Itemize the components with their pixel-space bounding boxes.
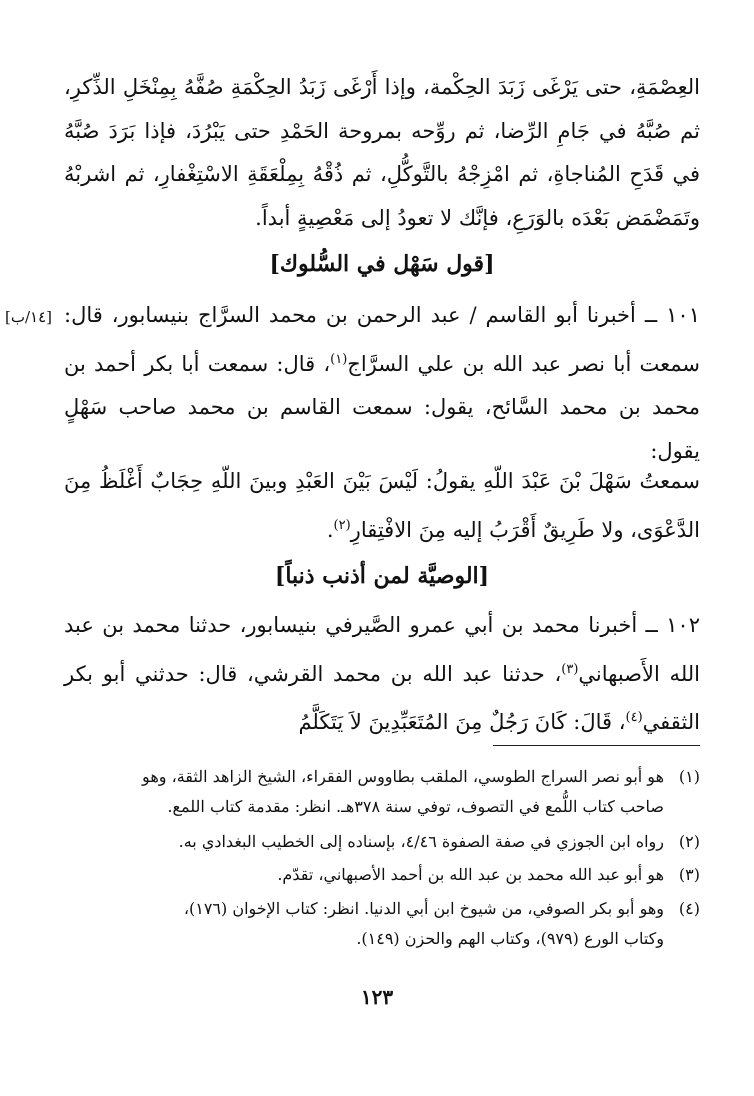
paragraph-102-text-b: ، حدثنا عبد الله بن محمد القرشي، قال: حدثني أبو بكر الثقفي	[64, 661, 700, 734]
footnote-text-continued: صاحب كتاب اللُّمع في التصوف، توفي سنة ٣٧٨هـ. انظر: مقدمة كتاب اللمع.	[167, 797, 664, 816]
footnote-text: وهو أبو بكر الصوفي، من شيوخ ابن أبي الدنيا. انظر: كتاب الإخوان (١٧٦)،	[183, 899, 664, 918]
section-heading-wasiyya: [الوصيَّة لمن أذنب ذنباً]	[274, 563, 490, 589]
footnote-divider	[493, 745, 700, 746]
footnote-number: (٤)	[678, 899, 700, 918]
paragraph-101	[64, 294, 700, 473]
section-heading-sahl: [قول سَهْل في السُّلوك]	[269, 251, 495, 277]
footnote-1	[64, 762, 700, 822]
footnote-number: (١)	[678, 767, 700, 786]
footnote-number: (٢)	[678, 832, 700, 851]
footnote-text: هو أبو عبد الله محمد بن عبد الله بن أحمد الأصبهاني، تقدّم.	[277, 865, 664, 884]
footnote-4	[64, 894, 700, 954]
paragraph-102	[64, 604, 700, 745]
page-number: ١٢٣	[360, 985, 394, 1009]
footnote-ref-3[interactable]: (٣)	[561, 661, 579, 677]
footnote-3	[64, 860, 700, 890]
paragraph-101-text-a: ١٠١ ــ أخبرنا أبو القاسم / عبد الرحمن بن محمد السرَّاج بنيسابور، قال: سمعت أبا نصر عبد الله بن علي السرَّاج	[64, 303, 700, 376]
sahl-quote-end: .	[326, 517, 334, 542]
paragraph-intro	[64, 66, 700, 240]
footnote-ref-2[interactable]: (٢)	[333, 517, 351, 533]
footnote-text: هو أبو نصر السراج الطوسي، الملقب بطاووس الفقراء، الشيخ الزاهد الثقة، وهو	[142, 767, 664, 786]
sahl-quote-text: سمعتُ سَهْلَ بْنَ عَبْدَ اللّهِ يقولُ: لَيْسَ بَيْنَ العَبْدِ وبينَ اللّهِ حِجَابٌ أَغْلَظُ مِنَ الدَّعْوَى، ولا طَرِيقٌ أَقْرَبُ إليه مِنَ الافْتِقارِ	[64, 469, 700, 542]
footnote-ref-4[interactable]: (٤)	[625, 710, 643, 725]
footnote-ref-1[interactable]: (١)	[330, 351, 348, 367]
paragraph-102-text-c: ، قَالَ: كَانَ رَجُلٌ مِنَ المُتَعَبِّدِينَ لاَ يَتَكَلَّمُ	[298, 710, 626, 734]
footnote-2	[64, 827, 700, 857]
footnote-text-continued: وكتاب الورع (٩٧٩)، وكتاب الهم والحزن (١٤٩).	[356, 929, 664, 948]
paragraph-102-text-a: ١٠٢ ــ أخبرنا محمد بن أبي عمرو الصَّيرفي بنيسابور، حدثنا محمد بن عبد الله الأَصبهاني	[64, 613, 700, 686]
manuscript-folio-ref: [١٤/ب]	[4, 308, 52, 326]
footnote-text: رواه ابن الجوزي في صفة الصفوة ٤/٤٦، بإسناده إلى الخطيب البغدادي به.	[178, 832, 664, 851]
paragraph-intro-text: العِصْمَةِ، حتى يَرْغَى زَبَدَ الحِكْمة، وإذا أَرْغَى زَبَدُ الحِكْمَةِ صُفَّهُ بِمِنْخَلِ الذِّكرِ، ثم صُبَّهُ في جَامِ الرِّضا، ثم روِّحه بمروحة الحَمْدِ حتى يَبْرُدَ، فإذا بَرَدَ صُبَّهُ في قَدَحِ المُناجاةِ، ثم امْزِجْهُ بالتَّوكُّلِ، ثم ذُقْهُ بِمِلْعَقَةِ الاسْتِغْفارِ، ثم اشربْهُ وتَمَضْمَض بَعْدَه بالوَرَعِ، فإنَّك لا تعودُ إلى مَعْصِيةٍ أبداً.	[64, 75, 700, 230]
footnote-number: (٣)	[678, 865, 700, 884]
paragraph-101-text-b: ، قال: سمعت أبا بكر أحمد بن محمد بن محمد السَّائح، يقول: سمعت القاسم بن محمد صاحب سَهْلٍ يقول:	[64, 351, 700, 463]
paragraph-sahl-quote	[64, 460, 700, 552]
